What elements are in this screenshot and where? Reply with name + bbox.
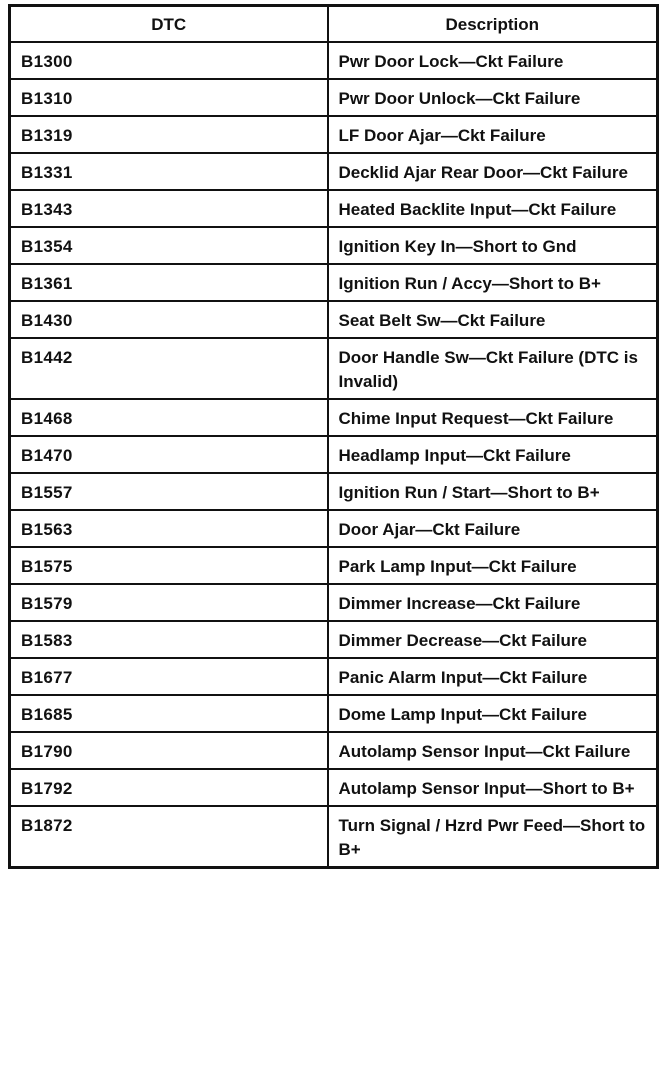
dtc-code-cell: B1792 bbox=[10, 769, 328, 806]
table-row bbox=[10, 399, 658, 436]
dtc-code-cell: B1319 bbox=[10, 116, 328, 153]
table-row bbox=[10, 264, 658, 301]
table-row bbox=[10, 510, 658, 547]
column-header-dtc: DTC bbox=[10, 6, 328, 43]
dtc-code-cell: B1468 bbox=[10, 399, 328, 436]
dtc-code-cell: B1557 bbox=[10, 473, 328, 510]
dtc-code-cell: B1343 bbox=[10, 190, 328, 227]
table-row bbox=[10, 473, 658, 510]
dtc-description-cell: Pwr Door Unlock—Ckt Failure bbox=[328, 79, 658, 116]
table-row bbox=[10, 806, 658, 868]
dtc-description-cell: Heated Backlite Input—Ckt Failure bbox=[328, 190, 658, 227]
table-row bbox=[10, 584, 658, 621]
table-row bbox=[10, 190, 658, 227]
table-row bbox=[10, 227, 658, 264]
table-body bbox=[10, 42, 658, 868]
table-row bbox=[10, 732, 658, 769]
dtc-code-cell: B1563 bbox=[10, 510, 328, 547]
dtc-code-cell: B1470 bbox=[10, 436, 328, 473]
table-row bbox=[10, 79, 658, 116]
table-row bbox=[10, 116, 658, 153]
dtc-description-cell: Turn Signal / Hzrd Pwr Feed—Short to B+ bbox=[328, 806, 658, 868]
table-header-row bbox=[10, 6, 658, 43]
dtc-description-cell: Door Ajar—Ckt Failure bbox=[328, 510, 658, 547]
dtc-description-cell: Autolamp Sensor Input—Ckt Failure bbox=[328, 732, 658, 769]
column-header-description: Description bbox=[328, 6, 658, 43]
dtc-description-cell: LF Door Ajar—Ckt Failure bbox=[328, 116, 658, 153]
dtc-code-cell: B1790 bbox=[10, 732, 328, 769]
dtc-description-cell: Seat Belt Sw—Ckt Failure bbox=[328, 301, 658, 338]
dtc-code-cell: B1575 bbox=[10, 547, 328, 584]
dtc-code-cell: B1300 bbox=[10, 42, 328, 79]
table-row bbox=[10, 695, 658, 732]
table-row bbox=[10, 547, 658, 584]
dtc-description-cell: Chime Input Request—Ckt Failure bbox=[328, 399, 658, 436]
dtc-description-cell: Panic Alarm Input—Ckt Failure bbox=[328, 658, 658, 695]
dtc-description-cell: Door Handle Sw—Ckt Failure (DTC is Invalid) bbox=[328, 338, 658, 399]
dtc-description-cell: Ignition Key In—Short to Gnd bbox=[328, 227, 658, 264]
table-row bbox=[10, 301, 658, 338]
dtc-description-cell: Ignition Run / Accy—Short to B+ bbox=[328, 264, 658, 301]
table-row bbox=[10, 436, 658, 473]
dtc-code-cell: B1442 bbox=[10, 338, 328, 399]
dtc-code-cell: B1685 bbox=[10, 695, 328, 732]
dtc-description-cell: Headlamp Input—Ckt Failure bbox=[328, 436, 658, 473]
dtc-code-cell: B1583 bbox=[10, 621, 328, 658]
dtc-code-cell: B1872 bbox=[10, 806, 328, 868]
dtc-code-cell: B1430 bbox=[10, 301, 328, 338]
table-row bbox=[10, 338, 658, 399]
dtc-description-cell: Autolamp Sensor Input—Short to B+ bbox=[328, 769, 658, 806]
dtc-description-cell: Dimmer Decrease—Ckt Failure bbox=[328, 621, 658, 658]
dtc-code-cell: B1331 bbox=[10, 153, 328, 190]
table-row bbox=[10, 153, 658, 190]
table-row bbox=[10, 658, 658, 695]
dtc-description-cell: Ignition Run / Start—Short to B+ bbox=[328, 473, 658, 510]
dtc-description-cell: Dimmer Increase—Ckt Failure bbox=[328, 584, 658, 621]
dtc-description-cell: Decklid Ajar Rear Door—Ckt Failure bbox=[328, 153, 658, 190]
dtc-code-cell: B1354 bbox=[10, 227, 328, 264]
dtc-code-cell: B1579 bbox=[10, 584, 328, 621]
dtc-table bbox=[8, 4, 659, 869]
dtc-code-cell: B1310 bbox=[10, 79, 328, 116]
table-row bbox=[10, 769, 658, 806]
dtc-description-cell: Pwr Door Lock—Ckt Failure bbox=[328, 42, 658, 79]
dtc-description-cell: Dome Lamp Input—Ckt Failure bbox=[328, 695, 658, 732]
dtc-code-cell: B1677 bbox=[10, 658, 328, 695]
table-row bbox=[10, 42, 658, 79]
table-row bbox=[10, 621, 658, 658]
dtc-code-cell: B1361 bbox=[10, 264, 328, 301]
dtc-description-cell: Park Lamp Input—Ckt Failure bbox=[328, 547, 658, 584]
